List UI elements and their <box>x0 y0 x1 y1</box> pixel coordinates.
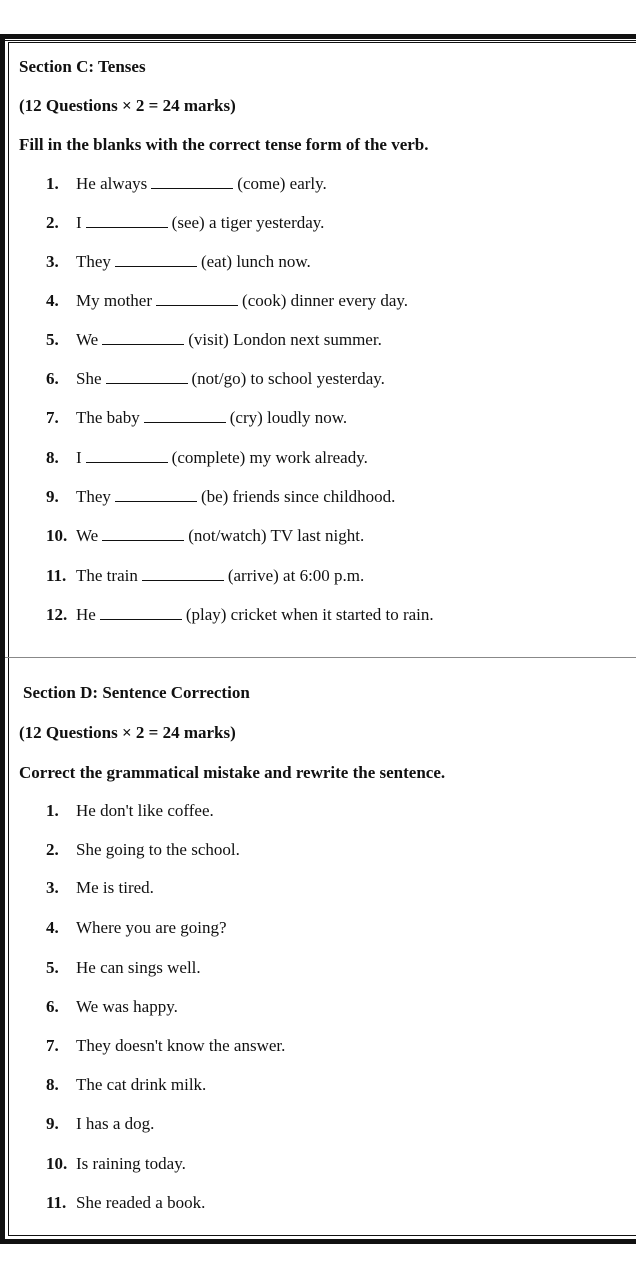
item-number: 8. <box>46 448 59 467</box>
item-text-before: The train <box>76 566 138 585</box>
item-number: 9. <box>46 487 59 506</box>
fill-blank-item <box>46 526 364 546</box>
answer-blank[interactable] <box>156 291 238 306</box>
fill-blank-item <box>46 487 395 507</box>
item-number: 6. <box>46 997 59 1016</box>
correction-item <box>46 918 227 938</box>
item-text-before: They <box>76 252 111 271</box>
fill-blank-item <box>46 213 324 233</box>
fill-blank-item <box>46 330 382 350</box>
section-d-title: Section D: Sentence Correction <box>23 683 250 702</box>
item-sentence: Is raining today. <box>76 1154 186 1173</box>
item-sentence: She going to the school. <box>76 840 240 859</box>
correction-item <box>46 878 154 898</box>
item-text-before: We <box>76 526 99 545</box>
answer-blank[interactable] <box>115 252 197 267</box>
correction-item <box>46 1114 154 1134</box>
fill-blank-item <box>46 291 408 311</box>
fill-blank-item <box>46 252 311 272</box>
section-divider <box>5 657 636 658</box>
item-number: 3. <box>46 878 59 897</box>
item-number: 4. <box>46 918 59 937</box>
answer-blank[interactable] <box>142 566 224 581</box>
item-number: 11. <box>46 566 67 585</box>
item-text-after: (be) friends since childhood. <box>200 487 396 506</box>
answer-blank[interactable] <box>102 330 184 345</box>
item-number: 7. <box>46 1036 59 1055</box>
item-number: 3. <box>46 252 59 271</box>
item-text-before: My mother <box>76 291 153 310</box>
correction-item <box>46 1036 285 1056</box>
item-text-after: (visit) London next summer. <box>188 330 382 349</box>
item-sentence: They doesn't know the answer. <box>76 1036 286 1055</box>
item-number: 8. <box>46 1075 59 1094</box>
item-text-after: (come) early. <box>237 174 327 193</box>
item-number: 4. <box>46 291 59 310</box>
item-sentence: The cat drink milk. <box>76 1075 207 1094</box>
item-text-before: He always <box>76 174 148 193</box>
item-text-after: (complete) my work already. <box>171 448 368 467</box>
item-text-after: (play) cricket when it started to rain. <box>185 605 434 624</box>
answer-blank[interactable] <box>115 487 197 502</box>
correction-item <box>46 1154 186 1174</box>
section-c-marks: (12 Questions × 2 = 24 marks) <box>19 96 236 115</box>
item-number: 12. <box>46 605 68 624</box>
answer-blank[interactable] <box>102 526 184 541</box>
answer-blank[interactable] <box>86 448 168 463</box>
answer-blank[interactable] <box>144 408 226 423</box>
item-number: 1. <box>46 801 59 820</box>
item-sentence: Where you are going? <box>76 918 227 937</box>
answer-blank[interactable] <box>86 213 168 228</box>
item-number: 5. <box>46 958 59 977</box>
answer-blank[interactable] <box>100 605 182 620</box>
fill-blank-item <box>46 605 434 625</box>
item-number: 2. <box>46 213 59 232</box>
item-sentence: He don't like coffee. <box>76 801 214 820</box>
section-d-marks: (12 Questions × 2 = 24 marks) <box>19 723 236 742</box>
item-text-before: I <box>76 448 82 467</box>
item-number: 10. <box>46 1154 68 1173</box>
correction-item <box>46 997 178 1017</box>
item-sentence: He can sings well. <box>76 958 201 977</box>
item-sentence: Me is tired. <box>76 878 154 897</box>
fill-blank-item <box>46 566 364 586</box>
correction-item <box>46 801 214 821</box>
item-text-after: (not/go) to school yesterday. <box>191 369 385 388</box>
section-c-title: Section C: Tenses <box>19 57 146 76</box>
answer-blank[interactable] <box>151 174 233 189</box>
item-text-before: They <box>76 487 111 506</box>
fill-blank-item <box>46 448 368 468</box>
fill-blank-item <box>46 174 327 194</box>
section-d-instruction: Correct the grammatical mistake and rewrite the sentence. <box>19 763 446 782</box>
item-number: 6. <box>46 369 59 388</box>
answer-blank[interactable] <box>106 369 188 384</box>
correction-item <box>46 1075 206 1095</box>
correction-item <box>46 840 240 860</box>
fill-blank-item <box>46 369 385 389</box>
item-text-after: (not/watch) TV last night. <box>188 526 365 545</box>
item-text-after: (cook) dinner every day. <box>242 291 409 310</box>
item-text-after: (see) a tiger yesterday. <box>171 213 325 232</box>
correction-item <box>46 958 201 978</box>
section-c-instruction: Fill in the blanks with the correct tense form of the verb. <box>19 135 429 154</box>
item-number: 1. <box>46 174 59 193</box>
item-number: 2. <box>46 840 59 859</box>
item-number: 5. <box>46 330 59 349</box>
item-sentence: She readed a book. <box>76 1193 206 1212</box>
item-number: 7. <box>46 408 59 427</box>
item-text-before: We <box>76 330 99 349</box>
fill-blank-item <box>46 408 347 428</box>
item-text-before: She <box>76 369 102 388</box>
item-number: 9. <box>46 1114 59 1133</box>
item-number: 10. <box>46 526 68 545</box>
item-number: 11. <box>46 1193 67 1212</box>
item-text-before: The baby <box>76 408 140 427</box>
item-sentence: We was happy. <box>76 997 178 1016</box>
item-text-before: I <box>76 213 82 232</box>
item-sentence: I has a dog. <box>76 1114 155 1133</box>
item-text-before: He <box>76 605 96 624</box>
correction-item <box>46 1193 205 1213</box>
item-text-after: (arrive) at 6:00 p.m. <box>227 566 365 585</box>
item-text-after: (eat) lunch now. <box>200 252 311 271</box>
item-text-after: (cry) loudly now. <box>229 408 348 427</box>
